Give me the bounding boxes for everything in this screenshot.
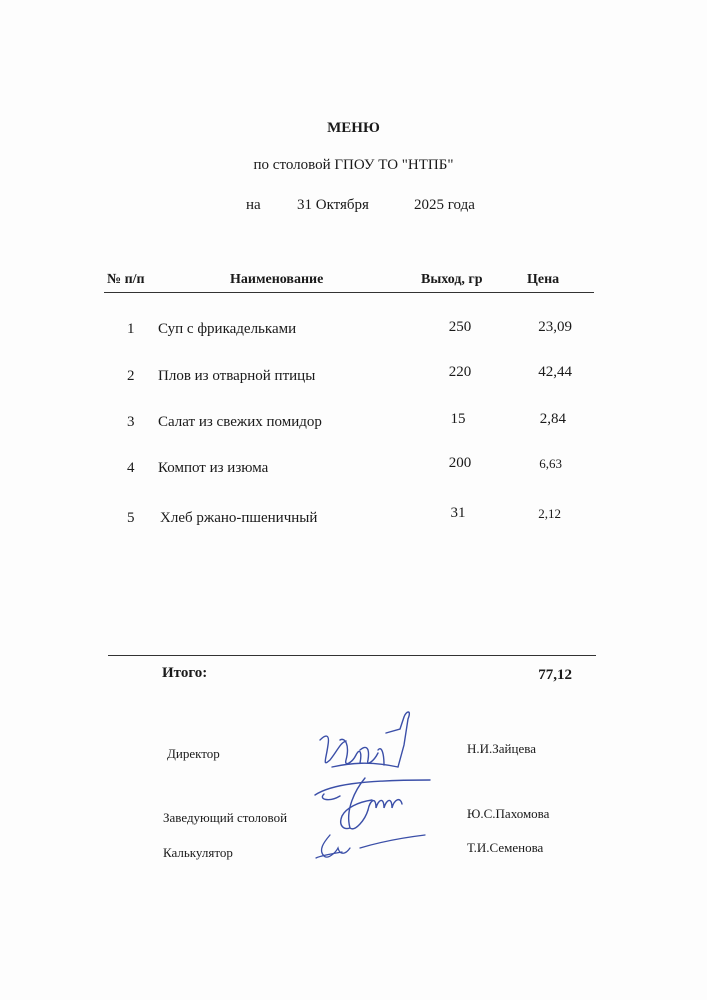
total-label: Итого: [162, 665, 208, 681]
signer-name-canteen-manager: Ю.С.Пахомова [467, 806, 550, 821]
signer-name-calculator: Т.И.Семенова [467, 840, 544, 855]
table-row [0, 455, 707, 480]
column-header-price: Цена [527, 272, 560, 287]
handwritten-signature-calculator [310, 830, 430, 865]
dish-yield: 15 [450, 411, 466, 427]
dish-price: 6,63 [539, 456, 562, 471]
row-number: 5 [127, 510, 135, 526]
row-number: 4 [127, 460, 135, 476]
table-row [0, 411, 707, 434]
row-number: 2 [127, 368, 135, 384]
dish-yield: 31 [450, 505, 466, 521]
column-header-name: Наименование [230, 272, 324, 287]
date-day-month: 31 Октября [297, 197, 369, 213]
total-divider [108, 655, 596, 656]
dish-name: Компот из изюма [158, 460, 269, 476]
dish-name: Салат из свежих помидор [158, 414, 322, 430]
date-prefix: на [246, 197, 261, 213]
table-row [0, 505, 707, 530]
document-subtitle: по столовой ГПОУ ТО "НТПБ" [253, 157, 454, 173]
signer-name-director: Н.И.Зайцева [467, 741, 536, 756]
table-row [0, 321, 707, 341]
dish-yield: 200 [448, 455, 472, 471]
dish-price: 23,09 [538, 319, 572, 335]
signer-role-calculator: Калькулятор [163, 845, 233, 860]
dish-name: Плов из отварной птицы [158, 368, 316, 384]
signer-role-canteen-manager: Заведующий столовой [163, 810, 288, 825]
dish-price: 42,44 [538, 364, 572, 380]
signer-role-director: Директор [167, 746, 220, 761]
date-year: 2025 года [414, 197, 475, 213]
document-title: МЕНЮ [327, 120, 380, 136]
dish-price: 2,84 [539, 411, 566, 427]
row-number: 1 [127, 321, 135, 337]
dish-name: Хлеб ржано-пшеничный [160, 510, 318, 526]
row-number: 3 [127, 414, 135, 430]
dish-price: 2,12 [538, 506, 561, 521]
dish-yield: 250 [448, 319, 472, 335]
dish-name: Суп с фрикадельками [158, 321, 297, 337]
column-header-number: № п/п [107, 272, 145, 287]
column-header-yield: Выход, гр [421, 272, 483, 287]
dish-yield: 220 [448, 364, 472, 380]
total-value: 77,12 [538, 667, 572, 683]
header-divider [104, 292, 594, 293]
table-row [0, 364, 707, 388]
